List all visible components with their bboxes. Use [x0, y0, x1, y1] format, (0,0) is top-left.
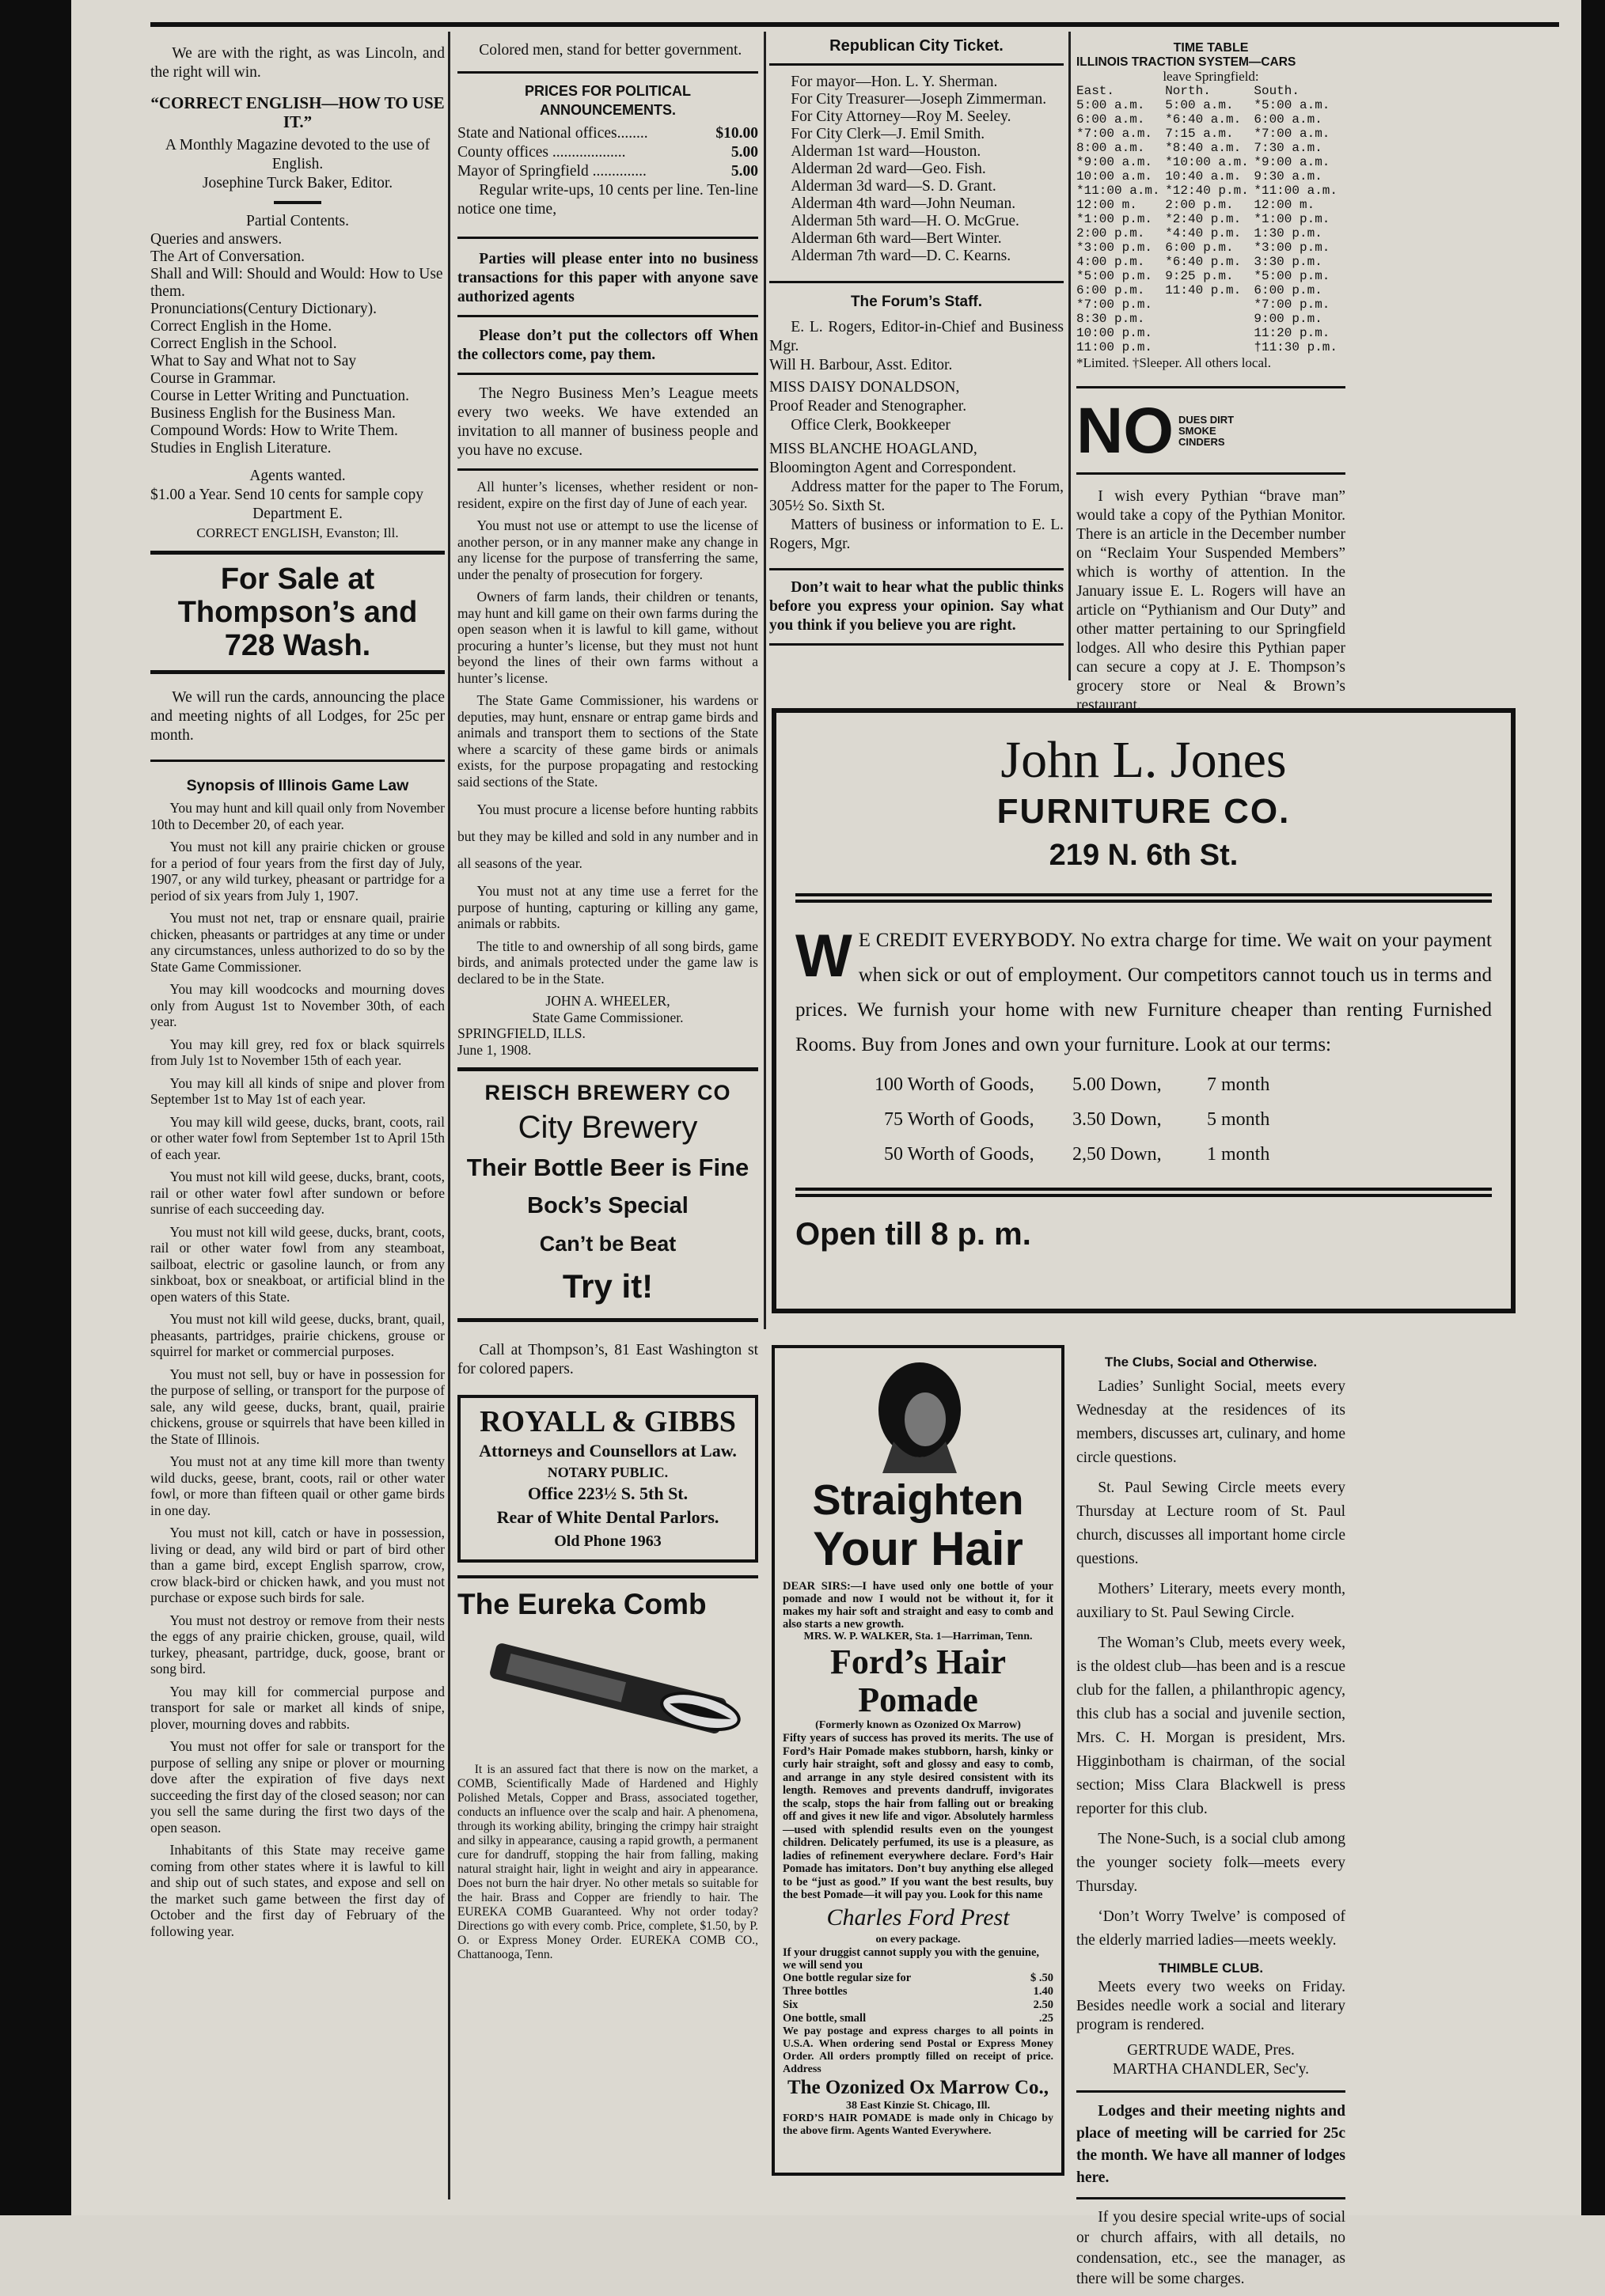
tt-cell: *11:00 a.m.	[1076, 184, 1160, 198]
ford-name: Ford’s Hair	[830, 1642, 1006, 1681]
tt-cell	[1165, 312, 1254, 326]
contents-item: Shall and Will: Should and Would: How to Use them.	[150, 266, 443, 300]
magazine-subtitle: A Monthly Magazine devoted to the use of English.	[165, 137, 431, 172]
contents-item: Correct English in the School.	[150, 335, 337, 352]
tt-cell: 6:00 p.m.	[1165, 241, 1234, 255]
law-para: The title to and ownership of all song birds, game birds, and animals protected under the game law is declared to be in the State.	[457, 938, 758, 987]
tt-cell: *3:00 p.m.	[1254, 241, 1330, 255]
jones-dropcap: W	[795, 923, 852, 990]
club-item: The Woman’s Club, meets every week, is the oldest club—has been and is a rescue club for the fallen, a philanthropic agency, this club has a social and juvenile section, Mrs. C. H. Morgan is president, Mrs. Higginbotham is chairman, of the social section; Miss Clara Blackwell is press reporter for this club.	[1076, 1635, 1345, 1817]
game-law-para: You may kill woodcocks and mourning doves only from August 1st to November 30th, of each year.	[150, 981, 445, 1029]
tt-cell: 12:00 m.	[1076, 198, 1137, 212]
tt-cell: 1:30 p.m.	[1254, 226, 1322, 241]
ford-title: Straighten	[812, 1476, 1024, 1524]
regular-writeups: Regular write-ups, 10 cents per line. Ten-line notice one time,	[457, 182, 758, 218]
terms-row	[795, 1102, 1492, 1137]
ford-letter-signature: MRS. W. P. WALKER, Sta. 1—Harriman, Tenn.	[803, 1631, 1033, 1642]
tt-cell: 6:00 p.m.	[1254, 283, 1322, 297]
tt-cell: *7:00 p.m.	[1254, 297, 1330, 312]
ticket-item: Alderman 4th ward—John Neuman.	[791, 195, 1016, 212]
law-para: The State Game Commissioner, his wardens or deputies, may hunt, ensnare or entrap game birds and animals and transport them to sections of the State where a scarcity of these game birds or animals exists, for the purpose propagating and restocking said sections of the State.	[457, 692, 758, 790]
tt-cell: *11:00 a.m.	[1254, 184, 1338, 198]
timetable-leave: leave Springfield:	[1163, 69, 1259, 84]
timetable-row	[1076, 269, 1345, 283]
tt-col: East.	[1076, 84, 1115, 98]
game-law-para: You must not offer for sale or transport for the purpose of selling any snipe or plover or mourning dove after the expiration of five days next succeeding the first day of the closed season; nor can you sell the same during the first two days of the open season.	[150, 1738, 445, 1836]
tt-cell: 12:00 m.	[1254, 198, 1315, 212]
tt-cell: 5:00 a.m.	[1165, 98, 1234, 112]
thimble-text: Meets every two weeks on Friday. Besides needle work a social and literary program is rendered.	[1076, 1979, 1345, 2033]
ford-company: The Ozonized Ox Marrow Co.,	[787, 2076, 1049, 2098]
divider	[150, 760, 445, 762]
game-law-para: You may kill for commercial purpose and transport for sale or market all kinds of snipe, plover, mourning doves and rabbits.	[150, 1683, 445, 1732]
ford-druggist: If your druggist cannot supply you with the genuine, we will send you	[783, 1946, 1040, 1972]
timetable-row	[1076, 155, 1345, 169]
brewery-heading: REISCH BREWERY CO	[484, 1081, 731, 1104]
tt-cell: 2:00 p.m.	[1076, 226, 1145, 241]
price-label: State and National offices........	[457, 125, 648, 142]
club-item: The None-Such, is a social club among the younger society folk—meets every Thursday.	[1076, 1831, 1345, 1895]
timetable-row	[1076, 112, 1345, 127]
ford-price-label: One bottle regular size for	[783, 1971, 912, 1984]
tt-cell: 11:00 p.m.	[1076, 340, 1153, 354]
jones-furniture-ad	[772, 708, 1516, 1313]
ford-price-label: Six	[783, 1998, 799, 2011]
game-law-para: You must not at any time kill more than twenty wild ducks, geese, brant, coots, rail or other water fowl, or more than fifteen quail or other game birds in one day.	[150, 1453, 445, 1518]
price-row	[457, 124, 758, 143]
league-notice: The Negro Business Men’s League meets every two weeks. We have extended an invitation to all manner of business people and you have no excuse.	[457, 385, 758, 459]
magazine-editor: Josephine Turck Baker, Editor.	[202, 175, 393, 191]
timetable-row	[1076, 312, 1345, 326]
divider	[150, 551, 445, 555]
ticket-item: For City Treasurer—Joseph Zimmerman.	[791, 91, 1047, 108]
ford-price-value: .25	[1038, 2011, 1053, 2025]
divider	[769, 281, 1064, 283]
ford-title: Your Hair	[813, 1522, 1023, 1575]
divider	[795, 1188, 1492, 1191]
staff-item: Office Clerk, Bookkeeper	[791, 417, 950, 434]
magazine-title: “CORRECT ENGLISH—HOW TO USE IT.”	[150, 93, 445, 131]
game-law-para: You must not kill wild geese, ducks, brant, coots, rail or other water fowl after sundown or before sunrise of each succeeding day.	[150, 1169, 445, 1217]
firm-line: NOTARY PUBLIC.	[547, 1464, 669, 1480]
clubs-heading: The Clubs, Social and Otherwise.	[1104, 1354, 1318, 1370]
eureka-text: It is an assured fact that there is now on the market, a COMB, Scientifically Made of Hardened and Highly Polished Metals, Copper and Brass, associated together, conducts an influence over the scalp and hair. A phenomena, through its working ability, bringing the crimpy hair straight and silky in appearance, causing a rapid growth, a permanent cure for dandruff, stopping the hair from falling, making natural straight hair, light in weight and airy in appearance. Does not burn the hair dryer. No other metals so suitable for the hair. Brass and Copper are friendly to hair. The EUREKA COMB Guaranteed. Why not order today? Directions go with every comb. Price, complete, $1.50, by P. O. or Express Money Order. EUREKA COMB CO., Chattanooga, Tenn.	[457, 1763, 758, 1961]
ticket-list	[769, 74, 1064, 265]
tt-cell: 6:00 a.m.	[1254, 112, 1322, 127]
tt-cell: *2:40 p.m.	[1165, 212, 1242, 226]
tt-cell: *5:00 p.m.	[1254, 269, 1330, 283]
ford-signature: Charles Ford Prest	[826, 1904, 1010, 1930]
ford-price-row	[783, 1972, 1053, 1985]
clubs-column	[1076, 1353, 1345, 2296]
tt-col: South.	[1254, 84, 1300, 98]
firm-line: Attorneys and Counsellors at Law.	[479, 1441, 737, 1461]
brewery-line: City Brewery	[518, 1110, 698, 1145]
tt-cell: *6:40 a.m.	[1165, 112, 1242, 127]
tt-cell: *7:00 a.m.	[1076, 127, 1153, 141]
tt-cell: 4:00 p.m.	[1076, 255, 1145, 269]
club-item: Ladies’ Sunlight Social, meets every Wednesday at the residences of its members, discusses art, culinary, and home circle questions.	[1076, 1378, 1345, 1466]
game-law-para: You must not destroy or remove from their nests the eggs of any prairie chicken, grouse, quail, wild turkey, pheasant, partridge, duck, goose, brant or song bird.	[150, 1612, 445, 1677]
terms-goods: 50 Worth of Goods,	[884, 1144, 1034, 1165]
divider	[795, 900, 1492, 903]
signature-place: SPRINGFIELD, ILLS.	[457, 1025, 586, 1041]
contents-list	[150, 231, 445, 457]
tt-cell: *7:00 p.m.	[1076, 297, 1153, 312]
ticket-item: For City Clerk—J. Emil Smith.	[791, 126, 985, 142]
thimble-signature: MARTHA CHANDLER, Sec'y.	[1112, 2061, 1310, 2078]
divider	[795, 893, 1492, 896]
brewery-line: Can’t be Beat	[539, 1232, 677, 1256]
game-law-para: You must not kill wild geese, ducks, brant, quail, pheasants, partridges, prairie chickens, grouse or squirrel for market or commercial purposes.	[150, 1311, 445, 1359]
contents-item: Business English for the Business Man.	[150, 405, 396, 422]
tt-cell: †11:30 p.m.	[1254, 340, 1338, 354]
jones-terms	[795, 1067, 1492, 1172]
terms-row	[795, 1137, 1492, 1172]
tt-cell: *5:00 p.m.	[1076, 269, 1153, 283]
ford-company-address: 38 East Kinzie St. Chicago, Ill.	[845, 2099, 990, 2112]
thimble-heading: THIMBLE CLUB.	[1158, 1961, 1264, 1976]
license-law-text	[457, 479, 758, 1058]
prices-heading: PRICES FOR POLITICAL ANNOUNCEMENTS.	[524, 83, 691, 118]
divider	[457, 373, 758, 375]
tt-cell	[1165, 297, 1254, 312]
magazine-address: CORRECT ENGLISH, Evanston; Ill.	[196, 525, 399, 540]
jones-credit-text	[795, 923, 1492, 1063]
timetable-row	[1076, 169, 1345, 184]
tt-cell: 10:00 a.m.	[1076, 169, 1153, 184]
column-2	[457, 41, 758, 1968]
divider	[1076, 2197, 1345, 2199]
divider	[769, 643, 1064, 646]
contents-item: Compound Words: How to Write Them.	[150, 422, 398, 439]
tt-cell: *5:00 a.m.	[1254, 98, 1330, 112]
tt-cell: *6:40 p.m.	[1165, 255, 1242, 269]
ford-price-value: 2.50	[1033, 1998, 1053, 2011]
divider	[274, 201, 321, 204]
divider	[457, 71, 758, 74]
law-para: You must procure a license before hunting rabbits but they may be killed and sold in any number and in all seasons of the year.	[457, 801, 758, 871]
dont-wait-notice: Don’t wait to hear what the public thinks before you express your opinion. Say what you think if you believe you are right.	[769, 579, 1064, 634]
brewery-line: Bock’s Special	[527, 1193, 689, 1218]
timetable-row	[1076, 184, 1345, 198]
terms-down: 5.00 Down,	[1072, 1074, 1162, 1095]
price-label: County offices ...................	[457, 144, 626, 161]
firm-line: Office 223½ S. 5th St.	[527, 1483, 689, 1503]
timetable-row	[1076, 297, 1345, 312]
ford-letter: DEAR SIRS:—I have used only one bottle of your pomade and now I would not be without it, for it makes my hair soft and straight and easy to comb and also starts a new growth.	[783, 1580, 1053, 1631]
tt-cell: *3:00 p.m.	[1076, 241, 1153, 255]
game-law-para: You must not sell, buy or have in possession for the purpose of selling, or transport for the purpose of sale, any wild geese, ducks, brant, quail, prairie chickens, grouse or squirrels that have been killed in the State of Illinois.	[150, 1366, 445, 1447]
staff-item: Matters of business or information to E. L. Rogers, Mgr.	[769, 517, 1064, 552]
ford-body: Fifty years of success has proved its merits. The use of Ford’s Hair Pomade makes stubborn, harsh, kinky or curly hair straight, soft and glossy and easy to comb, and arrange in any style desired consistent with its length. Removes and prevents dandruff, invigorates the scalp, stops the hair from falling out or breaking off and gives it new life and vigor. Absolutely harmless—used with splendid results even on the youngest children. Delicately perfumed, its use is a pleasure, as ladies of refinement everywhere declare. Ford’s Hair Pomade has imitators. Don’t buy anything else alleged to be “just as good.” If you want the best results, buy the best Pomade—it will pay you. Look for this name	[783, 1732, 1053, 1901]
tt-cell: 11:20 p.m.	[1254, 326, 1330, 340]
colored-men-text: Colored men, stand for better government.	[479, 42, 742, 59]
divider	[769, 63, 1064, 66]
timetable	[1076, 84, 1345, 354]
tt-cell: 9:00 p.m.	[1254, 312, 1322, 326]
terms-row	[795, 1067, 1492, 1102]
timetable-footnote: *Limited. †Sleeper. All others local.	[1076, 355, 1271, 370]
divider	[150, 670, 445, 674]
firm-line: Rear of White Dental Parlors.	[496, 1507, 719, 1527]
tt-cell: *10:00 a.m.	[1165, 155, 1249, 169]
contents-heading: Partial Contents.	[246, 213, 349, 229]
tt-cell: 11:40 p.m.	[1165, 283, 1242, 297]
price-amount: 5.00	[730, 144, 758, 161]
game-law-para: You may kill grey, red fox or black squirrels from July 1st to November 15th of each year.	[150, 1036, 445, 1068]
ford-prices	[783, 1972, 1053, 2025]
timetable-row	[1076, 326, 1345, 340]
collectors-notice: Please don’t put the collectors off When the collectors come, pay them.	[457, 328, 758, 363]
ford-price-row	[783, 1985, 1053, 1999]
clubs-list	[1076, 1375, 1345, 1953]
divider	[457, 468, 758, 471]
tt-cell: *1:00 p.m.	[1254, 212, 1330, 226]
tt-cell: 8:00 a.m.	[1076, 141, 1145, 155]
no-dues-ad	[1076, 386, 1345, 466]
tt-cell: *4:40 p.m.	[1165, 226, 1242, 241]
contents-item: Course in Grammar.	[150, 370, 276, 387]
staff-list	[769, 318, 1064, 554]
staff-heading: The Forum’s Staff.	[850, 294, 983, 310]
timetable-row	[1076, 283, 1345, 297]
price-amount: 5.00	[730, 163, 758, 180]
game-law-para: Inhabitants of this State may receive game coming from other states where it is lawful to kill and ship out of such states, and expose and sell on the market such game between the first day of October and the first day of February of the following year.	[150, 1842, 445, 1939]
divider	[1076, 2090, 1345, 2093]
game-law-para: You may hunt and kill quail only from November 10th to December 20, of each year.	[150, 800, 445, 832]
divider	[457, 1067, 758, 1071]
price-row	[457, 162, 758, 181]
column-1	[150, 44, 445, 1946]
prices-list	[457, 124, 758, 181]
timetable-row	[1076, 198, 1345, 212]
contents-item: Course in Letter Writing and Punctuation.	[150, 388, 410, 404]
tt-cell: *12:40 p.m.	[1165, 184, 1249, 198]
top-rule	[150, 22, 1559, 27]
tt-cell	[1165, 340, 1254, 354]
contents-item: Correct English in the Home.	[150, 318, 332, 335]
ford-formerly: (Formerly known as Ozonized Ox Marrow)	[815, 1719, 1021, 1731]
no-small: DUES DIRT SMOKE CINDERS	[1178, 414, 1235, 448]
contents-item: Pronunciations(Century Dictionary).	[150, 301, 377, 317]
law-para: All hunter’s licenses, whether resident or non-resident, expire on the first day of June of each year.	[457, 479, 758, 511]
terms-goods: 75 Worth of Goods,	[884, 1109, 1034, 1130]
cards-notice: We will run the cards, announcing the place and meeting nights of all Lodges, for 25c per month.	[150, 689, 445, 744]
ford-price-value: 1.40	[1033, 1984, 1053, 1998]
tt-cell	[1165, 326, 1254, 340]
lodges-notice: Lodges and their meeting nights and place of meeting will be carried for 25c the month. We have all manner of lodges here.	[1076, 2103, 1345, 2186]
column-rule-1	[448, 32, 450, 2199]
ticket-item: Alderman 7th ward—D. C. Kearns.	[791, 248, 1011, 264]
game-law-para: You must not kill any prairie chicken or grouse for a period of four years from the first day of July, 1907, or any wild turkey, pheasant or partridge for a period of six years from July 1, 1907.	[150, 839, 445, 904]
ticket-item: For mayor—Hon. L. Y. Sherman.	[791, 74, 998, 90]
tt-cell: 10:40 a.m.	[1165, 169, 1242, 184]
intro-text: We are with the right, as was Lincoln, and the right will win.	[150, 45, 445, 81]
royall-gibbs-ad	[457, 1395, 758, 1563]
club-item: Mothers’ Literary, meets every month, auxiliary to St. Paul Sewing Circle.	[1076, 1581, 1345, 1621]
brewery-line: Try it!	[562, 1267, 654, 1305]
tt-cell: *8:40 a.m.	[1165, 141, 1242, 155]
timetable-heading: TIME TABLE	[1173, 41, 1249, 55]
subscription-price: $1.00 a Year. Send 10 cents for sample copy	[150, 487, 423, 503]
timetable-row	[1076, 255, 1345, 269]
staff-item: E. L. Rogers, Editor-in-Chief and Business Mgr.	[769, 319, 1064, 354]
thimble-signature: GERTRUDE WADE, Pres.	[1127, 2042, 1295, 2059]
game-law-heading: Synopsis of Illinois Game Law	[186, 777, 409, 794]
ticket-item: Alderman 1st ward—Houston.	[791, 143, 981, 160]
timetable-row	[1076, 127, 1345, 141]
tt-col: North.	[1165, 84, 1211, 98]
terms-goods: 100 Worth of Goods,	[875, 1074, 1034, 1095]
game-law-para: You must not kill, catch or have in possession, living or dead, any wild bird or part of bird other than a game bird, except English sparrow, crow, crow black-bird or chicken hawk, and you must not purchase or expose such birds for sale.	[150, 1525, 445, 1605]
price-row	[457, 143, 758, 162]
game-law-para: You may kill all kinds of snipe and plover from September 1st to May 1st of each year.	[150, 1074, 445, 1107]
price-amount: $10.00	[715, 125, 758, 142]
signature-date: June 1, 1908.	[457, 1041, 532, 1058]
divider	[457, 237, 758, 239]
ticket-heading: Republican City Ticket.	[829, 37, 1004, 55]
ford-on-package: on every package.	[875, 1933, 961, 1946]
tt-cell: 10:00 p.m.	[1076, 326, 1153, 340]
law-para: You must not at any time use a ferret for the purpose of hunting, capturing or killing any game, animals or rabbits.	[457, 883, 758, 931]
tt-cell: 7:30 a.m.	[1254, 141, 1322, 155]
tt-cell: *9:00 a.m.	[1076, 155, 1153, 169]
signature-title: State Game Commissioner.	[532, 1009, 684, 1025]
ticket-item: Alderman 6th ward—Bert Winter.	[791, 230, 1002, 247]
agents-wanted: Agents wanted.	[249, 468, 346, 484]
tt-cell: 5:00 a.m.	[1076, 98, 1145, 112]
portrait-illustration	[783, 1354, 1057, 1473]
tt-cell: 2:00 p.m.	[1165, 198, 1234, 212]
tt-cell: 9:25 p.m.	[1165, 269, 1234, 283]
terms-down: 3.50 Down,	[1072, 1109, 1162, 1130]
club-item: ‘Don’t Worry Twelve’ is composed of the elderly married ladies—meets weekly.	[1076, 1908, 1345, 1949]
ford-price-label: One bottle, small	[783, 2011, 867, 2025]
tt-cell: *9:00 a.m.	[1254, 155, 1330, 169]
staff-item: Address matter for the paper to The Forum, 305½ So. Sixth St.	[769, 479, 1064, 514]
contents-item: What to Say and What not to Say	[150, 353, 357, 369]
ford-price-label: Three bottles	[783, 1984, 848, 1998]
timetable-row	[1076, 141, 1345, 155]
game-law-para: You must not net, trap or ensnare quail, prairie chicken, pheasants or partridges at any time or under any circumstances, unless authorized to do so by the State Game Commissioner.	[150, 910, 445, 975]
ford-pomade-ad	[772, 1345, 1064, 2176]
timetable-row	[1076, 212, 1345, 226]
column-rule-2	[764, 32, 766, 1329]
terms-months: 7 month	[1207, 1074, 1270, 1095]
parties-notice: Parties will please enter into no business transactions for this paper with anyone save authorized agents	[457, 251, 758, 305]
eureka-heading: The Eureka Comb	[457, 1588, 707, 1620]
timetable-row	[1076, 98, 1345, 112]
department: Department E.	[252, 506, 343, 522]
tt-cell: *7:00 a.m.	[1254, 127, 1330, 141]
column-4	[1076, 41, 1345, 722]
tt-cell: 7:15 a.m.	[1165, 127, 1234, 141]
jones-open: Open till 8 p. m.	[795, 1217, 1031, 1252]
staff-item: MISS DAISY DONALDSON,	[769, 379, 960, 396]
tt-cell: 8:30 p.m.	[1076, 312, 1145, 326]
column-rule-3	[1068, 32, 1071, 680]
signature-name: JOHN A. WHEELER,	[545, 993, 670, 1009]
comb-illustration	[457, 1623, 758, 1757]
game-law-text	[150, 800, 445, 1939]
divider	[457, 315, 758, 317]
ticket-item: Alderman 5th ward—H. O. McGrue.	[791, 213, 1019, 229]
staff-item: Proof Reader and Stenographer.	[769, 398, 967, 415]
ford-price-row	[783, 1999, 1053, 2012]
brewery-line: Their Bottle Beer is Fine	[466, 1154, 749, 1181]
papers-notice: Call at Thompson’s, 81 East Washington st for colored papers.	[457, 1342, 758, 1377]
ford-made: FORD’S HAIR POMADE is made only in Chicago by the above firm. Agents Wanted Everywhere.	[783, 2112, 1053, 2137]
club-item: St. Paul Sewing Circle meets every Thursday at Lecture room of St. Paul church, discusses all important home circle questions.	[1076, 1480, 1345, 1567]
jones-furniture: FURNITURE CO.	[996, 792, 1291, 831]
ticket-item: Alderman 3d ward—S. D. Grant.	[791, 178, 996, 195]
divider	[1076, 472, 1345, 475]
timetable-row	[1076, 340, 1345, 354]
pythian-text: I wish every Pythian “brave man” would take a copy of the Pythian Monitor. There is an article in the December number on “Reclaim Your Suspended Members” which is worthy of attention. In the January issue E. L. Rogers will have an article on “Pythianism and Our Duty” and other matter pertaining to our Springfield lodges. All who desire this Pythian paper can secure a copy at J. E. Thompson’s grocery store or Neal & Brown’s restaurant.	[1076, 488, 1345, 714]
staff-item: Will H. Barbour, Asst. Editor.	[769, 357, 953, 373]
tt-cell: *1:00 p.m.	[1076, 212, 1153, 226]
game-law-para: You must not kill wild geese, ducks, brant, coots, rail or other water fowl from any steamboat, sailboat, electric or gasoline launch, or from any sinkboat, box or sneakboat, or artificial blind in the open waters of this State.	[150, 1223, 445, 1305]
tt-cell: 9:30 a.m.	[1254, 169, 1322, 184]
timetable-row	[1076, 241, 1345, 255]
terms-months: 1 month	[1207, 1144, 1270, 1165]
divider	[795, 1194, 1492, 1197]
timetable-row	[1076, 226, 1345, 241]
ford-price-row	[783, 2012, 1053, 2025]
terms-down: 2,50 Down,	[1072, 1144, 1162, 1165]
terms-months: 5 month	[1207, 1109, 1270, 1130]
no-big: NO	[1076, 395, 1174, 467]
tt-cell: 3:30 p.m.	[1254, 255, 1322, 269]
staff-item: MISS BLANCHE HOAGLAND,	[769, 441, 977, 457]
game-law-para: You may kill wild geese, ducks, brant, coots, rail or other water fowl from September 1st to April 15th of each year.	[150, 1113, 445, 1162]
contents-item: Studies in English Literature.	[150, 440, 332, 457]
timetable-system: ILLINOIS TRACTION SYSTEM—CARS	[1076, 55, 1296, 69]
ford-name: Pomade	[858, 1680, 978, 1719]
price-label: Mayor of Springfield ..............	[457, 163, 647, 180]
eureka-ad	[457, 1575, 758, 1962]
column-3	[769, 36, 1064, 654]
for-sale-notice: For Sale at Thompson’s and 728 Wash.	[177, 563, 418, 662]
special-notice: If you desire special write-ups of social or church affairs, with all details, no condensation, etc., see the manager, as there will be some charges.	[1076, 2209, 1345, 2287]
firm-name: ROYALL & GIBBS	[480, 1405, 736, 1438]
tt-cell: 6:00 a.m.	[1076, 112, 1145, 127]
jones-street: 219 N. 6th St.	[1049, 839, 1239, 872]
divider	[457, 1318, 758, 1322]
contents-item: Queries and answers.	[150, 231, 283, 248]
jones-name: John L. Jones	[1000, 731, 1287, 789]
timetable-header	[1076, 84, 1345, 98]
ticket-item: Alderman 2d ward—Geo. Fish.	[791, 161, 986, 177]
staff-item: Bloomington Agent and Correspondent.	[769, 460, 1016, 476]
tt-cell: 6:00 p.m.	[1076, 283, 1145, 297]
contents-item: The Art of Conversation.	[150, 248, 305, 265]
jones-credit-body: E CREDIT EVERYBODY. No extra charge for time. We wait on your payment when sick or out of employment. Our competitors cannot touch us in terms and prices. We furnish your home with new Furniture cheaper than renting Furnished Rooms. Buy from Jones and own your furniture. Look at our terms:	[795, 930, 1492, 1055]
ford-postage: We pay postage and express charges to all points in U.S.A. When ordering send Postal or Express Money Order. All orders promptly filled on receipt of price. Address	[783, 2025, 1053, 2075]
law-para: You must not use or attempt to use the license of another person, or in any manner make any change in any license for the purpose of transferring the same, under the penalty of prosecution for forgery.	[457, 517, 758, 582]
firm-line: Old Phone 1963	[554, 1533, 662, 1550]
ticket-item: For City Attorney—Roy M. Seeley.	[791, 108, 1011, 125]
law-para: Owners of farm lands, their children or tenants, may hunt and kill game on their own farms during the open season when it is lawful to kill game, without procuring a hunter’s license, but they must not hunt beyond the lines of their own farms without a hunter’s license.	[457, 589, 758, 686]
ford-price-value: $ .50	[1030, 1971, 1053, 1984]
divider	[769, 568, 1064, 570]
